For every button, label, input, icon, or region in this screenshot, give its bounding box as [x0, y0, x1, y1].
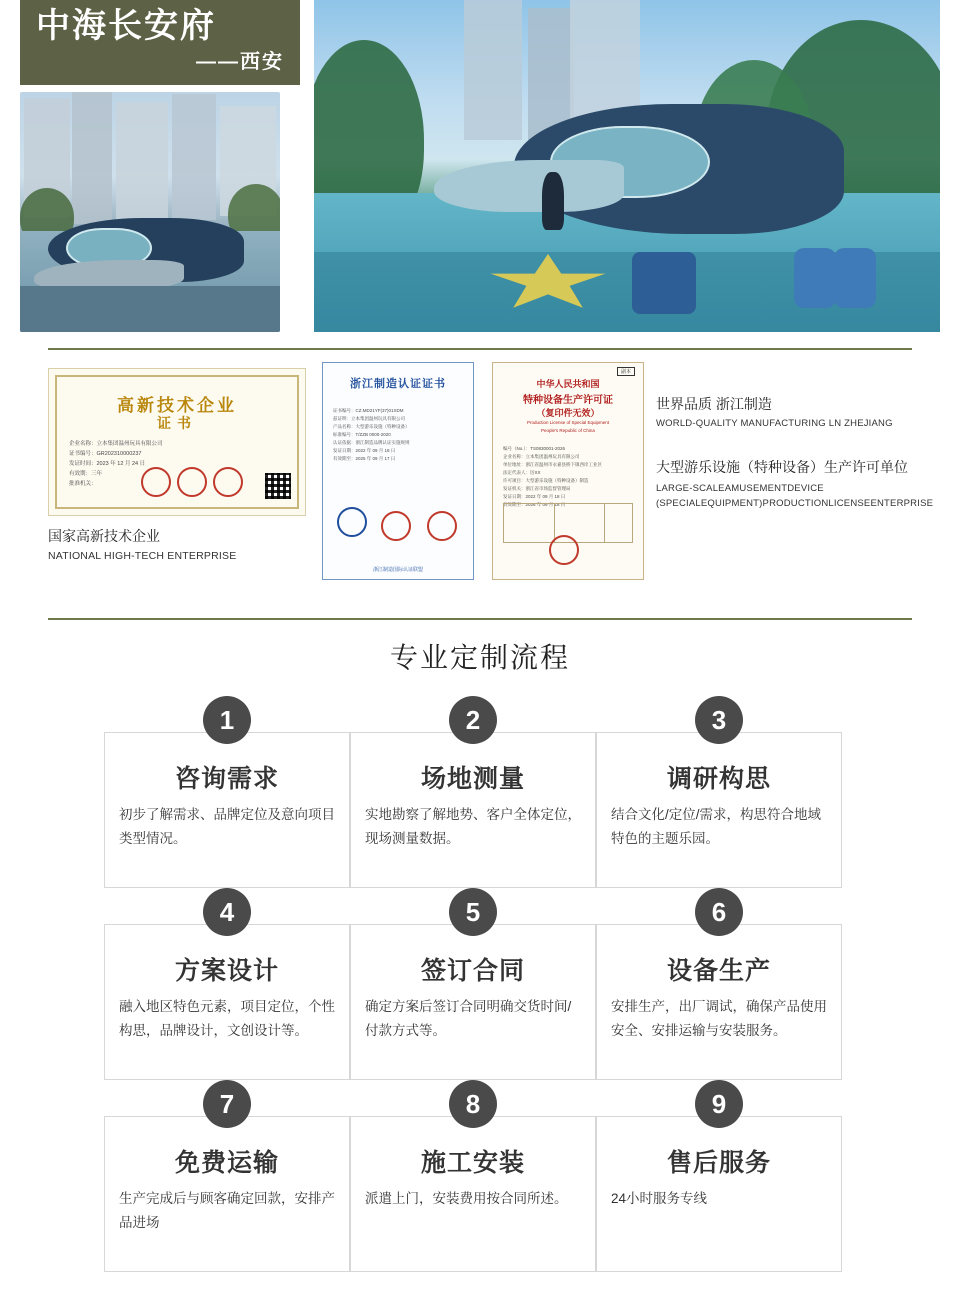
- cert-line: 证书编号：CZ.MD21YF(37)01XDM: [333, 408, 404, 413]
- cert-field: 有效期：三年: [69, 471, 103, 477]
- cert-line: 认证依据：浙江制造品牌认证实施规则: [333, 440, 410, 445]
- cert-zhejiang-title: 浙江制造认证证书: [350, 378, 446, 390]
- step-number-7: 7: [203, 1080, 251, 1128]
- qr-code-icon: [265, 473, 291, 499]
- step-desc-8: 派遣上门，安装费用按合同所述。: [365, 1191, 568, 1206]
- cert-high-tech-subtitle: 证书: [157, 415, 197, 431]
- step-number-4: 4: [203, 888, 251, 936]
- cert-field: 批准机关：: [69, 481, 97, 487]
- cert-license-header-en1: Production License of Special Equipment: [526, 420, 610, 425]
- cert-caption-cn: 国家高新技术企业: [48, 528, 160, 544]
- step-card-5: [350, 924, 596, 1080]
- cert-zhejiang-footer: 浙江制造国际认证联盟: [372, 567, 423, 573]
- cert-line: 企业名称：立本集团温州玩具有限公司: [503, 454, 580, 459]
- cert-high-tech-title: 高新技术企业: [117, 396, 237, 415]
- quality-slogan-en: WORLD-QUALITY MANUFACTURING LN ZHEJIANG: [656, 418, 893, 429]
- step-desc-4: 融入地区特色元素，项目定位，个性构思，品牌设计，文创设计等。: [119, 999, 335, 1038]
- quality-slogan-cn: 世界品质 浙江制造: [656, 396, 772, 412]
- step-heading-2: 场地测量: [420, 765, 525, 793]
- cert-line: 发证机关：浙江省市场监督管理局: [503, 486, 571, 491]
- step-card-6: [596, 924, 842, 1080]
- step-desc-1: 初步了解需求、品牌定位及意向项目类型情况。: [119, 807, 335, 846]
- cert-line: 发证日期：2022 年 09 月 18 日: [503, 494, 566, 499]
- cert-line: 许可项目：大型游乐设施（特种设备）制造: [503, 478, 589, 483]
- red-seal-icon: [381, 511, 411, 541]
- red-seal-icon: [427, 511, 457, 541]
- cert-line: 法定代表人：厉XX: [503, 470, 541, 475]
- cert-field: 企业名称：立本集团温州玩具有限公司: [69, 441, 163, 447]
- red-seal-icon: [549, 535, 579, 565]
- red-seal-icon: [177, 467, 207, 497]
- cert-license-header-en2: People's Republic of China: [541, 428, 595, 433]
- cert-line: 发证日期：2022 年 09 月 18 日: [333, 448, 396, 453]
- step-number-2: 2: [449, 696, 497, 744]
- step-heading-1: 咨询需求: [174, 765, 279, 793]
- playground-render-illustration: [314, 0, 940, 332]
- cert-field: 发证时间：2023 年 12 月 24 日: [69, 461, 146, 467]
- cert-license-header3: （复印件无效）: [536, 408, 600, 418]
- cert-license-header1: 中华人民共和国: [536, 379, 600, 389]
- cert-caption-en: NATIONAL HIGH-TECH ENTERPRISE: [48, 550, 237, 562]
- blue-seal-icon: [337, 507, 367, 537]
- step-number-3: 3: [695, 696, 743, 744]
- step-desc-5: 确定方案后签订合同明确交货时间/付款方式等。: [365, 999, 572, 1038]
- step-number-8: 8: [449, 1080, 497, 1128]
- project-title-cn: 中海长安府: [36, 7, 216, 45]
- cert-line: 有效期至：2025 年 09 月 17 日: [333, 456, 396, 461]
- step-heading-3: 调研构思: [666, 765, 771, 793]
- red-seal-icon: [141, 467, 171, 497]
- license-slogan-cn: 大型游乐设施（特种设备）生产许可单位: [656, 459, 908, 475]
- cert-license-lines: [503, 445, 633, 509]
- process-row-1: [104, 696, 856, 888]
- license-slogan-en-1: LARGE-SCALEAMUSEMENTDEVICE: [656, 483, 824, 494]
- project-title-plate: [20, 0, 300, 85]
- cert-license-header2: 特种设备生产许可证: [523, 395, 613, 406]
- certificate-zhejiang-manufacturing: [322, 362, 474, 580]
- step-number-6: 6: [695, 888, 743, 936]
- cert-copy-badge: 副本: [617, 367, 635, 376]
- step-number-9: 9: [695, 1080, 743, 1128]
- step-heading-4: 方案设计: [174, 957, 279, 985]
- certificates-text-block: [656, 394, 948, 511]
- step-card-4: [104, 924, 350, 1080]
- cert-field: 证书编号：GR202310000237: [69, 451, 142, 457]
- step-desc-3: 结合文化/定位/需求，构思符合地域特色的主题乐园。: [611, 807, 822, 846]
- step-desc-7: 生产完成后与顾客确定回款，安排产品进场: [119, 1191, 335, 1230]
- step-card-9: [596, 1116, 842, 1272]
- cert-line: 单位地址：浙江省温州市永嘉县桥下镇西岸工业区: [503, 462, 602, 467]
- step-card-8: [350, 1116, 596, 1272]
- step-number-5: 5: [449, 888, 497, 936]
- cert-line: 标准编号：T/ZZB 0000-2020: [333, 432, 391, 437]
- step-heading-6: 设备生产: [666, 957, 771, 985]
- cert-line: 兹证明：立本集团温州玩具有限公司: [333, 416, 405, 421]
- certificate-production-license: [492, 362, 644, 580]
- cert-line: 有效期至：2026 年 09 月 18 日: [503, 502, 566, 507]
- step-heading-8: 施工安装: [420, 1149, 525, 1177]
- certificate-high-tech: [48, 368, 306, 516]
- certificates-section: [0, 348, 960, 620]
- divider-bottom: [48, 618, 912, 620]
- divider-top: [48, 348, 912, 350]
- process-row-2: [104, 888, 856, 1080]
- playground-photo-real: [20, 92, 280, 332]
- step-card-1: [104, 732, 350, 888]
- step-heading-7: 免费运输: [174, 1149, 279, 1177]
- cert-zhejiang-lines: [333, 407, 463, 463]
- cert-line: 编号（No.）：TS0830001-2026: [503, 446, 566, 451]
- step-card-2: [350, 732, 596, 888]
- project-title-sub: ——西安: [196, 51, 284, 73]
- process-section-title: 专业定制流程: [389, 642, 570, 673]
- step-card-3: [596, 732, 842, 888]
- license-slogan-en-2: (SPECIALEQUIPMENT)PRODUCTIONLICENSEENTERPRISE: [656, 498, 934, 509]
- hero-left-column: [0, 0, 300, 340]
- process-row-3: [104, 1080, 856, 1272]
- red-seal-icon: [213, 467, 243, 497]
- step-heading-5: 签订合同: [420, 957, 525, 985]
- step-desc-9: 24小时服务专线: [611, 1191, 708, 1206]
- process-steps: [104, 696, 856, 1272]
- step-card-7: [104, 1116, 350, 1272]
- step-number-1: 1: [203, 696, 251, 744]
- step-desc-2: 实地勘察了解地势、客户全体定位，现场测量数据。: [365, 807, 581, 846]
- hero-banner: [0, 0, 960, 340]
- step-heading-9: 售后服务: [666, 1149, 771, 1177]
- cert-line: 产品名称：大型游乐设施（特种设备）: [333, 424, 410, 429]
- step-desc-6: 安排生产，出厂调试，确保产品使用安全、安排运输与安装服务。: [611, 999, 827, 1038]
